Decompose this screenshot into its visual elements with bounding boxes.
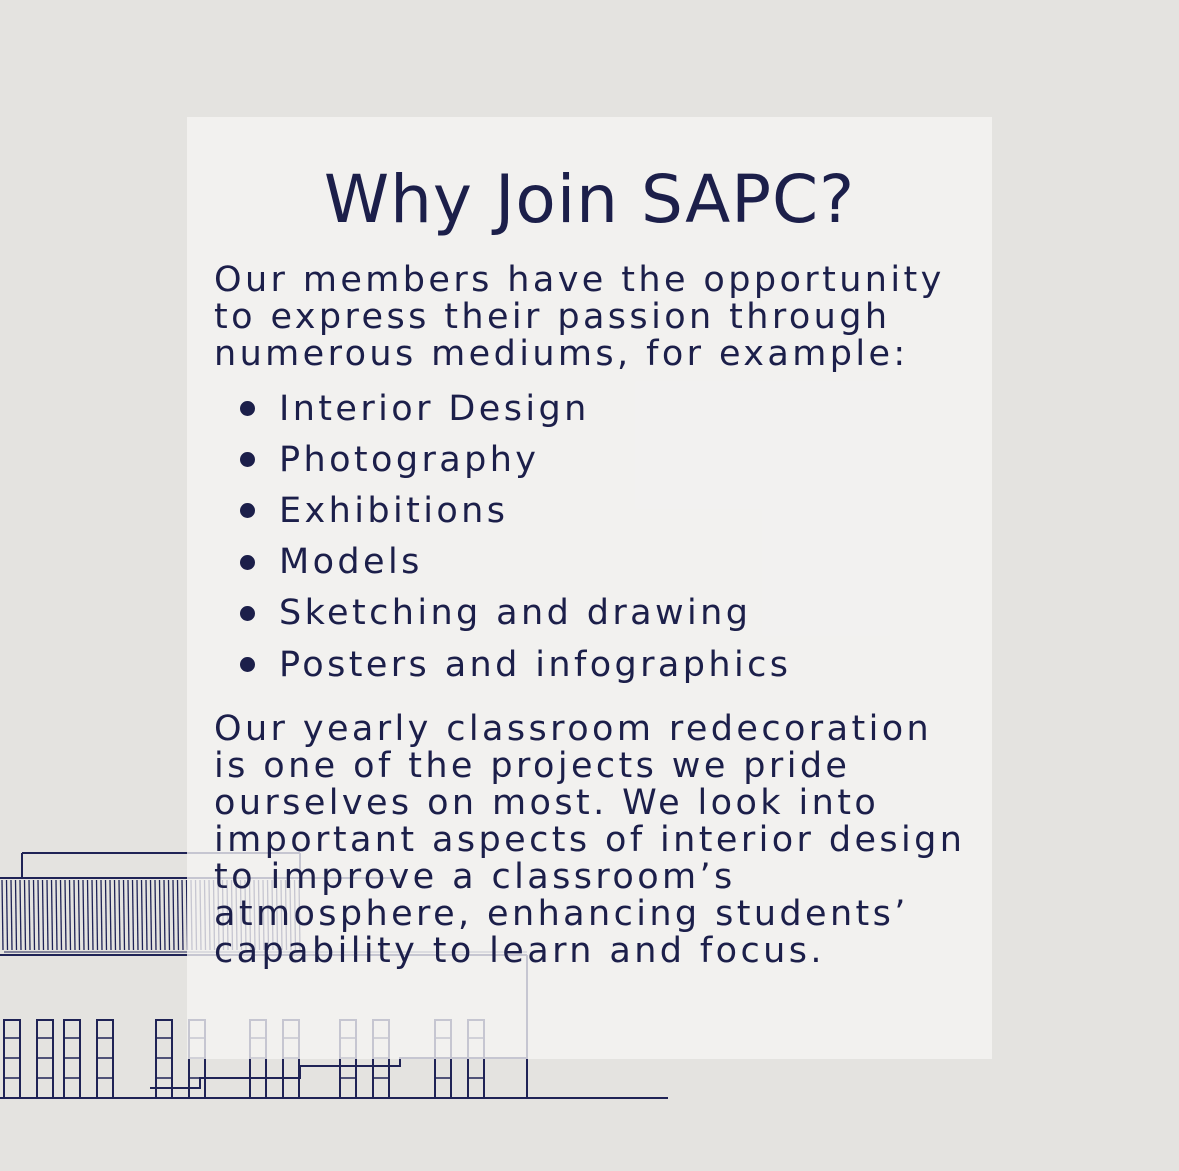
list-item bbox=[240, 434, 791, 485]
list-item bbox=[240, 639, 791, 690]
bullet-icon bbox=[240, 555, 255, 570]
list-item-label: Photography bbox=[279, 439, 540, 480]
list-item bbox=[240, 588, 791, 639]
list-item bbox=[240, 485, 791, 536]
list-item-label: Sketching and drawing bbox=[279, 593, 752, 634]
list-item-label: Models bbox=[279, 542, 423, 583]
mediums-list bbox=[240, 383, 791, 690]
bullet-icon bbox=[240, 452, 255, 467]
outro-paragraph: Our yearly classroom redecoration is one of the projects we pride ourselves on most. We look into important aspects of interior design to improve a classroom’s atmosphere, enhancing students’ capability to learn and focus. bbox=[214, 709, 966, 971]
page-title: Why Join SAPC? bbox=[323, 161, 856, 238]
intro-paragraph: Our members have the opportunity to express their passion through numerous mediums, for example: bbox=[214, 260, 945, 374]
list-item-label: Posters and infographics bbox=[279, 644, 792, 685]
list-item-label: Exhibitions bbox=[279, 490, 509, 531]
bullet-icon bbox=[240, 503, 255, 518]
list-item bbox=[240, 383, 791, 434]
list-item-label: Interior Design bbox=[279, 388, 590, 429]
list-item bbox=[240, 537, 791, 588]
bullet-icon bbox=[240, 401, 255, 416]
bullet-icon bbox=[240, 657, 255, 672]
bullet-icon bbox=[240, 606, 255, 621]
